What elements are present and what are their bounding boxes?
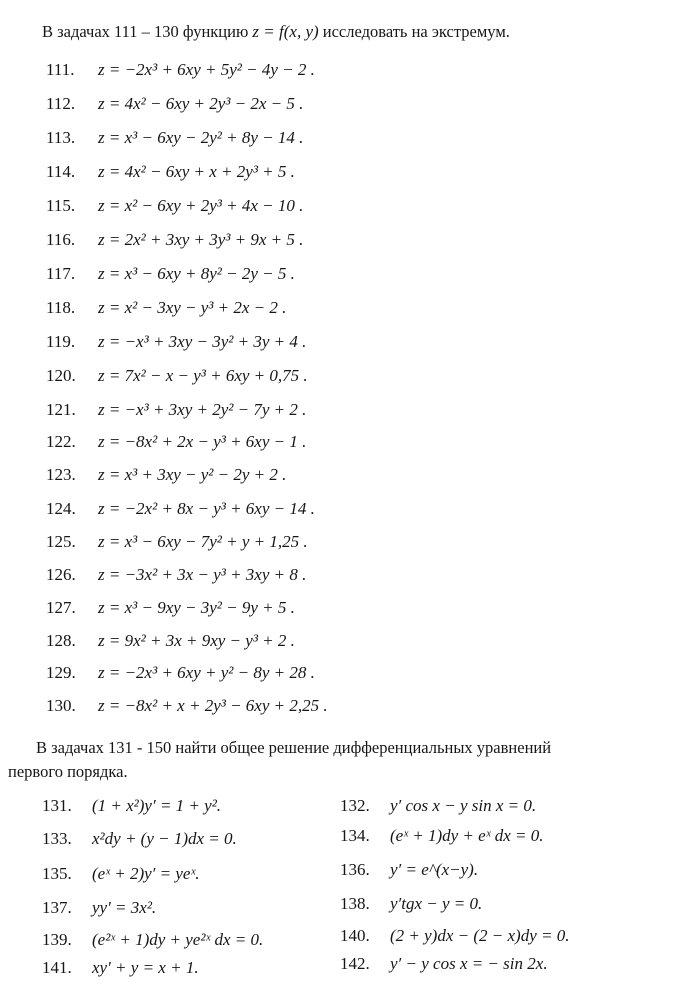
problem-number: 135. — [42, 864, 72, 883]
problem-formula: z = −x³ + 3xy + 2y² − 7y + 2 . — [98, 400, 307, 419]
problem-number: 127. — [46, 598, 76, 617]
problem-number: 118. — [46, 298, 76, 317]
problem-117 — [46, 264, 295, 284]
problem-number: 142. — [340, 954, 370, 973]
problem-116 — [46, 230, 303, 250]
problem-135 — [42, 864, 200, 884]
problem-formula: z = 2x² + 3xy + 3y³ + 9x + 5 . — [98, 230, 304, 249]
problem-number: 140. — [340, 926, 370, 945]
problem-125 — [46, 532, 308, 552]
problem-124 — [46, 499, 315, 519]
problem-formula: (e²ˣ + 1)dy + ye²ˣ dx = 0. — [92, 930, 264, 949]
problem-number: 133. — [42, 829, 72, 848]
problem-formula: z = 4x² − 6xy + x + 2y³ + 5 . — [98, 162, 295, 181]
problem-114 — [46, 162, 295, 182]
problem-formula: z = 7x² − x − y³ + 6xy + 0,75 . — [98, 366, 308, 385]
problem-131 — [42, 796, 221, 816]
problem-134 — [340, 826, 544, 846]
problem-formula: z = x³ − 6xy − 2y² + 8y − 14 . — [98, 128, 304, 147]
problem-formula: z = −x³ + 3xy − 3y² + 3y + 4 . — [98, 332, 307, 351]
problem-formula: z = −2x² + 8x − y³ + 6xy − 14 . — [98, 499, 315, 518]
problem-formula: z = x³ − 6xy − 7y² + y + 1,25 . — [98, 532, 308, 551]
problem-formula: z = x² − 6xy + 2y³ + 4x − 10 . — [98, 196, 304, 215]
problem-133 — [42, 829, 237, 849]
problem-141 — [42, 958, 199, 978]
problem-113 — [46, 128, 303, 148]
problem-number: 119. — [46, 332, 76, 351]
problem-formula: z = −3x² + 3x − y³ + 3xy + 8 . — [98, 565, 307, 584]
section1-intro-post: исследовать на экстремум. — [318, 22, 510, 41]
problem-formula: (eˣ + 1)dy + eˣ dx = 0. — [390, 826, 544, 845]
problem-formula: z = −2x³ + 6xy + y² − 8y + 28 . — [98, 663, 315, 682]
problem-formula: z = x³ − 9xy − 3y² − 9y + 5 . — [98, 598, 295, 617]
problem-126 — [46, 565, 306, 585]
problem-number: 114. — [46, 162, 76, 181]
problem-formula: z = −8x² + x + 2y³ − 6xy + 2,25 . — [98, 696, 328, 715]
problem-130 — [46, 696, 328, 716]
problem-137 — [42, 898, 156, 918]
problem-number: 138. — [340, 894, 370, 913]
problem-number: 124. — [46, 499, 76, 518]
problem-number: 136. — [340, 860, 370, 879]
problem-formula: z = x² − 3xy − y³ + 2x − 2 . — [98, 298, 287, 317]
problem-number: 115. — [46, 196, 76, 215]
problem-formula: z = −2x³ + 6xy + 5y² − 4y − 2 . — [98, 60, 315, 79]
problem-number: 126. — [46, 565, 76, 584]
problem-formula: (eˣ + 2)y′ = yeˣ. — [92, 864, 200, 883]
problem-formula: (1 + x²)y′ = 1 + y². — [92, 796, 222, 815]
problem-formula: y′tgx − y = 0. — [390, 894, 483, 913]
problem-120 — [46, 366, 308, 386]
problem-number: 131. — [42, 796, 72, 815]
problem-formula: y′ − y cos x = − sin 2x. — [390, 954, 548, 973]
problem-122 — [46, 432, 306, 452]
problem-number: 130. — [46, 696, 76, 715]
problem-number: 139. — [42, 930, 72, 949]
problem-formula: y′ = e^(x−y). — [390, 860, 479, 879]
problem-formula: y′ cos x − y sin x = 0. — [390, 796, 537, 815]
problem-140 — [340, 926, 569, 946]
problem-formula: x²dy + (y − 1)dx = 0. — [92, 829, 237, 848]
problem-formula: xy′ + y = x + 1. — [92, 958, 199, 977]
problem-number: 112. — [46, 94, 76, 113]
problem-136 — [340, 860, 478, 880]
problem-formula: (2 + y)dx − (2 − x)dy = 0. — [390, 926, 570, 945]
problem-number: 121. — [46, 400, 76, 419]
section2-intro-line1: В задачах 131 - 150 найти общее решение дифференциальных уравнений — [36, 738, 552, 757]
problem-128 — [46, 631, 295, 651]
problem-number: 122. — [46, 432, 76, 451]
problem-115 — [46, 196, 303, 216]
problem-number: 125. — [46, 532, 76, 551]
problem-number: 132. — [340, 796, 370, 815]
problem-119 — [46, 332, 306, 352]
problem-formula: z = −8x² + 2x − y³ + 6xy − 1 . — [98, 432, 307, 451]
problem-142 — [340, 954, 548, 974]
problem-number: 134. — [340, 826, 370, 845]
problem-112 — [46, 94, 303, 114]
problem-127 — [46, 598, 295, 618]
problem-number: 120. — [46, 366, 76, 385]
section1-intro-pre: В задачах 111 – 130 функцию — [42, 22, 253, 41]
problem-132 — [340, 796, 536, 816]
problem-139 — [42, 930, 263, 950]
section1-intro — [42, 22, 510, 42]
problem-formula: z = 4x² − 6xy + 2y³ − 2x − 5 . — [98, 94, 304, 113]
section1-intro-formula: z = f(x, y) — [252, 22, 319, 41]
problem-118 — [46, 298, 286, 318]
problem-number: 123. — [46, 465, 76, 484]
problem-formula: z = 9x² + 3x + 9xy − y³ + 2 . — [98, 631, 295, 650]
problem-121 — [46, 400, 306, 420]
problem-number: 128. — [46, 631, 76, 650]
section2-intro-line2: первого порядка. — [8, 762, 128, 781]
problem-138 — [340, 894, 482, 914]
problem-number: 113. — [46, 128, 76, 147]
problem-number: 141. — [42, 958, 72, 977]
problem-formula: z = x³ − 6xy + 8y² − 2y − 5 . — [98, 264, 295, 283]
problem-formula: z = x³ + 3xy − y² − 2y + 2 . — [98, 465, 287, 484]
problem-number: 116. — [46, 230, 76, 249]
problem-111 — [46, 60, 315, 80]
problem-129 — [46, 663, 315, 683]
problem-number: 111. — [46, 60, 75, 79]
problem-formula: yy′ = 3x². — [92, 898, 157, 917]
problem-number: 117. — [46, 264, 76, 283]
problem-123 — [46, 465, 286, 485]
problem-number: 129. — [46, 663, 76, 682]
problem-number: 137. — [42, 898, 72, 917]
